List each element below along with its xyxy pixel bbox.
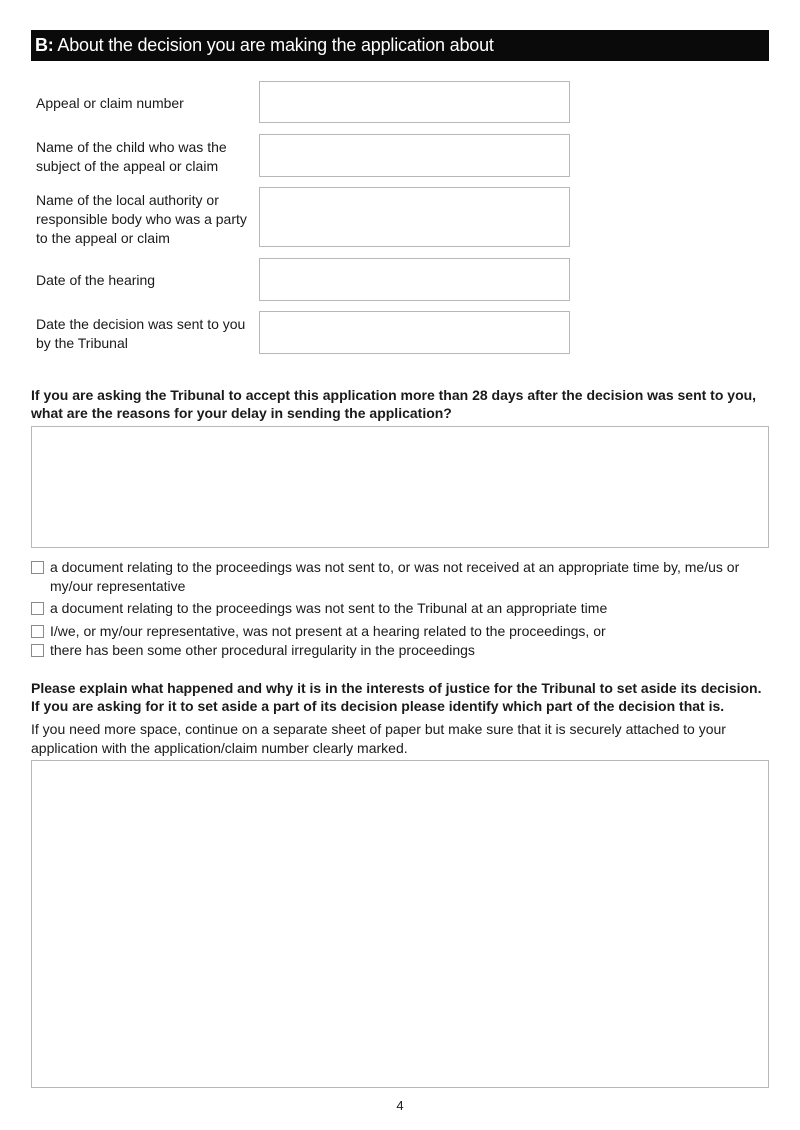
checkbox-label: there has been some other procedural irregularity in the proceedings bbox=[50, 642, 475, 658]
appeal-number-input[interactable] bbox=[259, 81, 570, 123]
hearing-date-label: Date of the hearing bbox=[36, 272, 156, 288]
checkbox-label: I/we, or my/our representative, was not present at a hearing related to the proceedings, or bbox=[50, 623, 606, 639]
authority-name-input[interactable] bbox=[259, 187, 570, 247]
section-letter: B: bbox=[35, 35, 54, 55]
page-number: 4 bbox=[396, 1098, 404, 1113]
section-header bbox=[31, 30, 769, 61]
decision-sent-date-label: Date the decision was sent to you by the Tribunal bbox=[36, 316, 246, 351]
checkbox-label: a document relating to the proceedings was not sent to the Tribunal at an appropriate time bbox=[50, 600, 608, 616]
explain-textarea[interactable] bbox=[31, 760, 769, 1088]
explain-note: If you need more space, continue on a separate sheet of paper but make sure that it is securely attached to your application with the application/claim number clearly marked. bbox=[31, 721, 726, 756]
delay-reasons-textarea[interactable] bbox=[31, 426, 769, 548]
checkbox-document-not-sent-to-tribunal[interactable] bbox=[31, 602, 44, 615]
child-name-label: Name of the child who was the subject of the appeal or claim bbox=[36, 139, 227, 174]
checkbox-other-irregularity[interactable] bbox=[31, 644, 44, 657]
authority-name-label: Name of the local authority or responsible body who was a party to the appeal or claim bbox=[36, 192, 247, 246]
checkbox-label: a document relating to the proceedings was not sent to, or was not received at an appropriate time by, me/us or my/our representative bbox=[50, 559, 740, 594]
hearing-date-input[interactable] bbox=[259, 258, 570, 301]
explain-question: Please explain what happened and why it is in the interests of justice for the Tribunal to set aside its decision. If you are asking for it to set aside a part of its decision please identify which part of the decision that is. bbox=[31, 680, 762, 714]
checkbox-document-not-sent-to-us[interactable] bbox=[31, 561, 44, 574]
checkbox-not-present-at-hearing[interactable] bbox=[31, 625, 44, 638]
child-name-input[interactable] bbox=[259, 134, 570, 177]
section-title: About the decision you are making the application about bbox=[57, 35, 494, 55]
appeal-number-label: Appeal or claim number bbox=[36, 95, 184, 111]
decision-sent-date-input[interactable] bbox=[259, 311, 570, 354]
delay-question: If you are asking the Tribunal to accept this application more than 28 days after the decision was sent to you, what are the reasons for your delay in sending the application? bbox=[31, 387, 757, 421]
